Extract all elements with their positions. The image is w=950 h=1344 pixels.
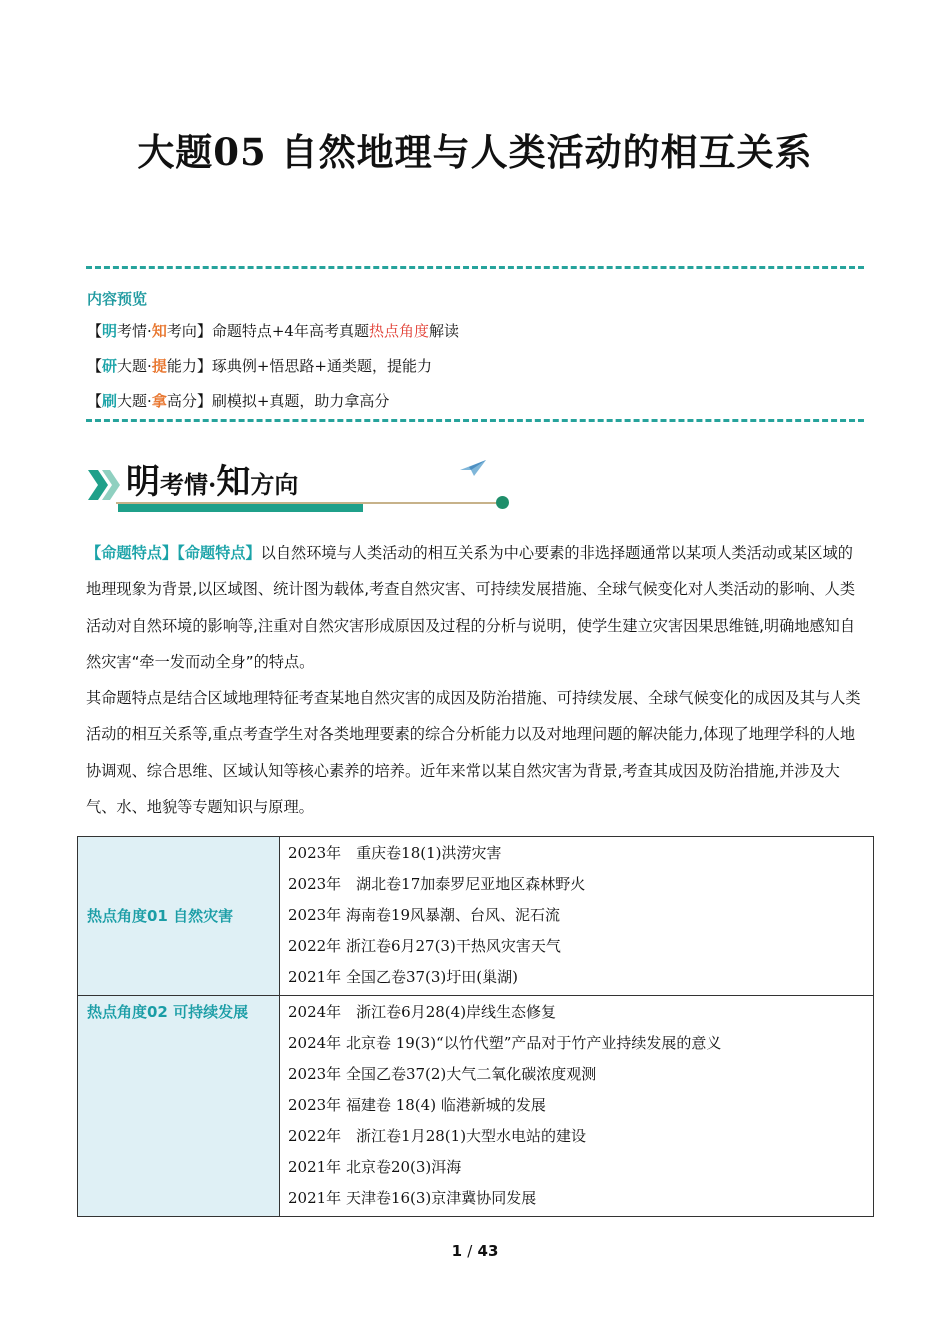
page-title: 大题05 自然地理与人类活动的相互关系 (137, 130, 813, 174)
list-item: 2023年 全国乙卷37(2)大气二氧化碳浓度观测 (288, 1065, 597, 1083)
page-number: 1 / 43 (451, 1242, 499, 1260)
table-row (78, 837, 874, 996)
preview-line-2: 【研大题·提能力】琢典例+悟思路+通类题，提能力 (87, 357, 432, 375)
list-item: 2024年 浙江卷6月28(4)岸线生态修复 (288, 1003, 557, 1021)
list-item: 2023年 重庆卷18(1)洪涝灾害 (288, 844, 502, 862)
characteristics-paragraph-2: 其命题特点是结合区域地理特征考查某地自然灾害的成因及防治措施、可持续发展、全球气候变化的成因及其与人类活动的相互关系等,重点考查学生对各类地理要素的综合分析能力以及对地理问题的解决能力,体现了地理学科的人地协调观、综合思维、区域认知等核心素养的培养。近年来常以某自然灾害为背景,考查其成因及防治措施,并涉及大气、水、地貌等专题知识与原理。 (86, 689, 861, 817)
table-row (78, 996, 874, 1217)
divider-top (86, 266, 864, 269)
hot-angle-items (280, 996, 874, 1217)
list-item: 2021年 北京卷20(3)洱海 (288, 1158, 462, 1176)
content-preview (87, 288, 459, 425)
banner-dot-icon (496, 496, 509, 509)
characteristics-paragraph-1: 【命题特点】【命题特点】以自然环境与人类活动的相互关系为中心要素的非选择题通常以某项人类活动或某区域的地理现象为背景,以区域图、统计图为载体,考查自然灾害、可持续发展措施、全球气候变化对人类活动的影响、人类活动对自然环境的影响等,注重对自然灾害形成原因及过程的分析与说明，使学生建立灾害因果思维链,明确地感知自然灾害“牵一发而动全身”的特点。 (86, 544, 856, 671)
list-item: 2022年 浙江卷6月27(3)干热风灾害天气 (288, 937, 561, 955)
list-item: 2024年 北京卷 19(3)“以竹代塑”产品对于竹产业持续发展的意义 (288, 1034, 722, 1052)
divider-bottom (86, 419, 864, 422)
list-item: 2023年 福建卷 18(4) 临港新城的发展 (288, 1096, 546, 1114)
list-item: 2022年 浙江卷1月28(1)大型水电站的建设 (288, 1127, 587, 1145)
banner-title: 明考情·知方向 (126, 462, 299, 502)
preview-heading: 内容预览 (87, 290, 148, 308)
hot-angle-table (77, 836, 874, 1217)
preview-line-3: 【刷大题·拿高分】刷模拟+真题，助力拿高分 (87, 392, 390, 410)
hot-angle-highlight: 热点角度 (368, 322, 429, 340)
list-item: 2021年 全国乙卷37(3)圩田(巢湖) (288, 968, 518, 986)
chevron-icon (88, 470, 122, 500)
hot-angle-label: 热点角度01 自然灾害 (78, 837, 280, 996)
hot-angle-label: 热点角度02 可持续发展 (78, 996, 280, 1217)
exam-characteristics (86, 535, 868, 825)
characteristics-tag: 【命题特点】【命题特点】 (86, 544, 261, 562)
list-item: 2023年 海南卷19风暴潮、台风、泥石流 (288, 906, 561, 924)
list-item: 2021年 天津卷16(3)京津冀协同发展 (288, 1189, 537, 1207)
section-banner (88, 452, 518, 522)
airplane-icon (460, 458, 486, 478)
hot-angle-items (280, 837, 874, 996)
list-item: 2023年 湖北卷17加泰罗尼亚地区森林野火 (288, 875, 586, 893)
preview-line-1: 【明考情·知考向】命题特点+4年高考真题热点角度解读 (87, 322, 460, 340)
